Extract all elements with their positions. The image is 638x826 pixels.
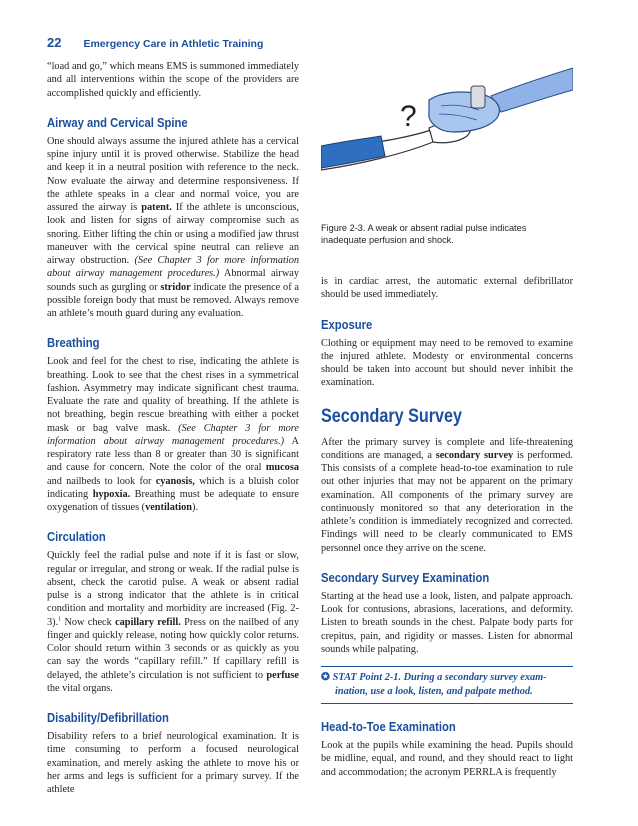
citation-superscript: 1	[58, 616, 62, 623]
circulation-heading: Circulation	[47, 530, 106, 545]
secondary-survey-paragraph: After the primary survey is complete and life-threatening conditions are managed, a secondary survey is performed. This consists of a complete head-to-toe examination to rule out other injuries that may not be apparent on the primary examination. All components of the primary survey are continuously monitored so that any deterioration in the athlete’s condition is immediately recognized and corrected. Findings will need to be clearly communicated to EMS personnel once they arrive on the scene.	[321, 436, 573, 554]
term-capillary-refill: capillary refill.	[115, 616, 181, 628]
term-patent: patent.	[141, 202, 172, 213]
chapter-reference: (See Chapter 3 for more information about airway management procedures.)	[47, 422, 299, 447]
term-mucosa: mucosa	[265, 462, 299, 474]
figure-caption: Figure 2-3. A weak or absent radial pulse indicates inadequate perfusion and shock.	[321, 223, 527, 245]
stat-point-line2: ination, use a look, listen, and palpate method.	[335, 685, 533, 697]
star-icon: ✪	[321, 672, 330, 683]
breathing-heading: Breathing	[47, 336, 100, 351]
breathing-paragraph: Look and feel for the chest to rise, indicating the athlete is breathing. Look to see that the chest rises in a symmetrical fashion. Asymmetry may indicate significant chest trauma. Evaluate the rate and quality of breathing. If the athlete is not breathing, begin rescue breathing with either a pocket mask or bag valve mask. (See Chapter 3 for more information about airway management procedures.) A respiratory rate less than 8 or greater than 30 is significant and cause for concern. Note the color of the oral mucosa and nailbeds to look for cyanosis, which is a bluish color indicating hypoxia. Breathing must be adequate to ensure oxygenation of tissues (ventilation).	[47, 356, 299, 513]
continuation-paragraph: is in cardiac arrest, the automatic external defibrillator should be used immediately.	[321, 276, 573, 301]
circulation-paragraph: Quickly feel the radial pulse and note if it is fast or slow, regular or irregular, and strong or weak. If the radial pulse is absent, check the carotid pulse. A weak or absent radial pulse is a strong indicator that the athlete is in critical condition and mortality and morbidity are increased (Fig. 2-3).$^1$ Now check capillary refill. Press on the nailbed of any finger and quickly release, noting how quickly color returns. Color should return within 3 seconds or as quickly as you can say the words “capillary refill.” If capillary refill is delayed, the athlete’s circulation is not sufficient to perfuse the vital organs.	[47, 550, 299, 694]
left-column	[47, 60, 299, 796]
airway-heading: Airway and Cervical Spine	[47, 115, 188, 130]
secondary-survey-heading: Secondary Survey	[321, 405, 462, 427]
intro-paragraph: “load and go,” which means EMS is summoned immediately and all interventions within the scope of the providers are accomplished quickly and efficiently.	[47, 61, 299, 99]
term-perfuse: perfuse	[266, 669, 299, 681]
question-mark: ?	[400, 100, 417, 133]
stat-point-box	[321, 666, 573, 704]
term-secondary-survey: secondary survey	[435, 449, 514, 461]
right-column	[321, 275, 573, 779]
page-number: 22	[47, 35, 62, 50]
secondary-exam-paragraph: Starting at the head use a look, listen, and palpate approach. Look for contusions, abrasions, lacerations, and deformity. Listen to breath sounds in the chest. Palpate body parts for crepitus, pain, and rigidity or masses. Listen for abnormal sounds while palpating.	[321, 590, 573, 655]
radial-pulse-illustration	[321, 60, 573, 210]
head-to-toe-paragraph: Look at the pupils while examining the head. Pupils should be midline, equal, and round, and they should react to light and accommodation; the acronym PERRLA is frequently	[321, 740, 573, 778]
running-title: Emergency Care in Athletic Training	[83, 38, 264, 50]
stat-point-line1: STAT Point 2-1. During a secondary survey exam-	[332, 672, 547, 683]
disability-paragraph: Disability refers to a brief neurological examination. It is time consuming to perform a focused neurological examination, and merely asking the athlete to move his or her arms and legs is sufficient for a primary survey. If the athlete	[47, 731, 299, 795]
chapter-reference: (See Chapter 3 for more information about airway management procedures.)	[47, 255, 299, 280]
term-cyanosis: cyanosis,	[155, 475, 195, 487]
exposure-heading: Exposure	[321, 317, 373, 332]
term-ventilation: ventilation	[145, 502, 193, 513]
secondary-exam-heading: Secondary Survey Examination	[321, 570, 490, 585]
term-hypoxia: hypoxia.	[92, 488, 131, 500]
head-to-toe-heading: Head-to-Toe Examination	[321, 720, 456, 734]
figure-radial-pulse	[321, 60, 573, 210]
disability-heading: Disability/Defibrillation	[47, 711, 169, 725]
exposure-paragraph: Clothing or equipment may need to be removed to examine the injured athlete. Modesty or environmental concerns should be taken into account but should never inhibit the examination.	[321, 337, 573, 389]
term-stridor: stridor	[160, 281, 191, 293]
running-header	[47, 35, 263, 51]
airway-paragraph: One should always assume the injured athlete has a cervical spine injury until it is proved otherwise. Stabilize the head and keep it in a neutral position with reference to the neck. Now evaluate the airway and determine responsiveness. If the athlete speaks in a clear and normal voice, you are assured the airway is patent. If the athlete is unconscious, look and listen for signs of airway compromise such as snoring. Either lifting the chin or using a modified jaw thrust maneuver with the cervical spine neutral can relieve an airway obstruction. (See Chapter 3 for more information about airway management procedures.) Abnormal airway sounds such as gurgling or stridor indicate the presence of a possible foreign body that must be removed. Always remove an athlete’s mouth guard during any evaluation.	[47, 135, 300, 319]
